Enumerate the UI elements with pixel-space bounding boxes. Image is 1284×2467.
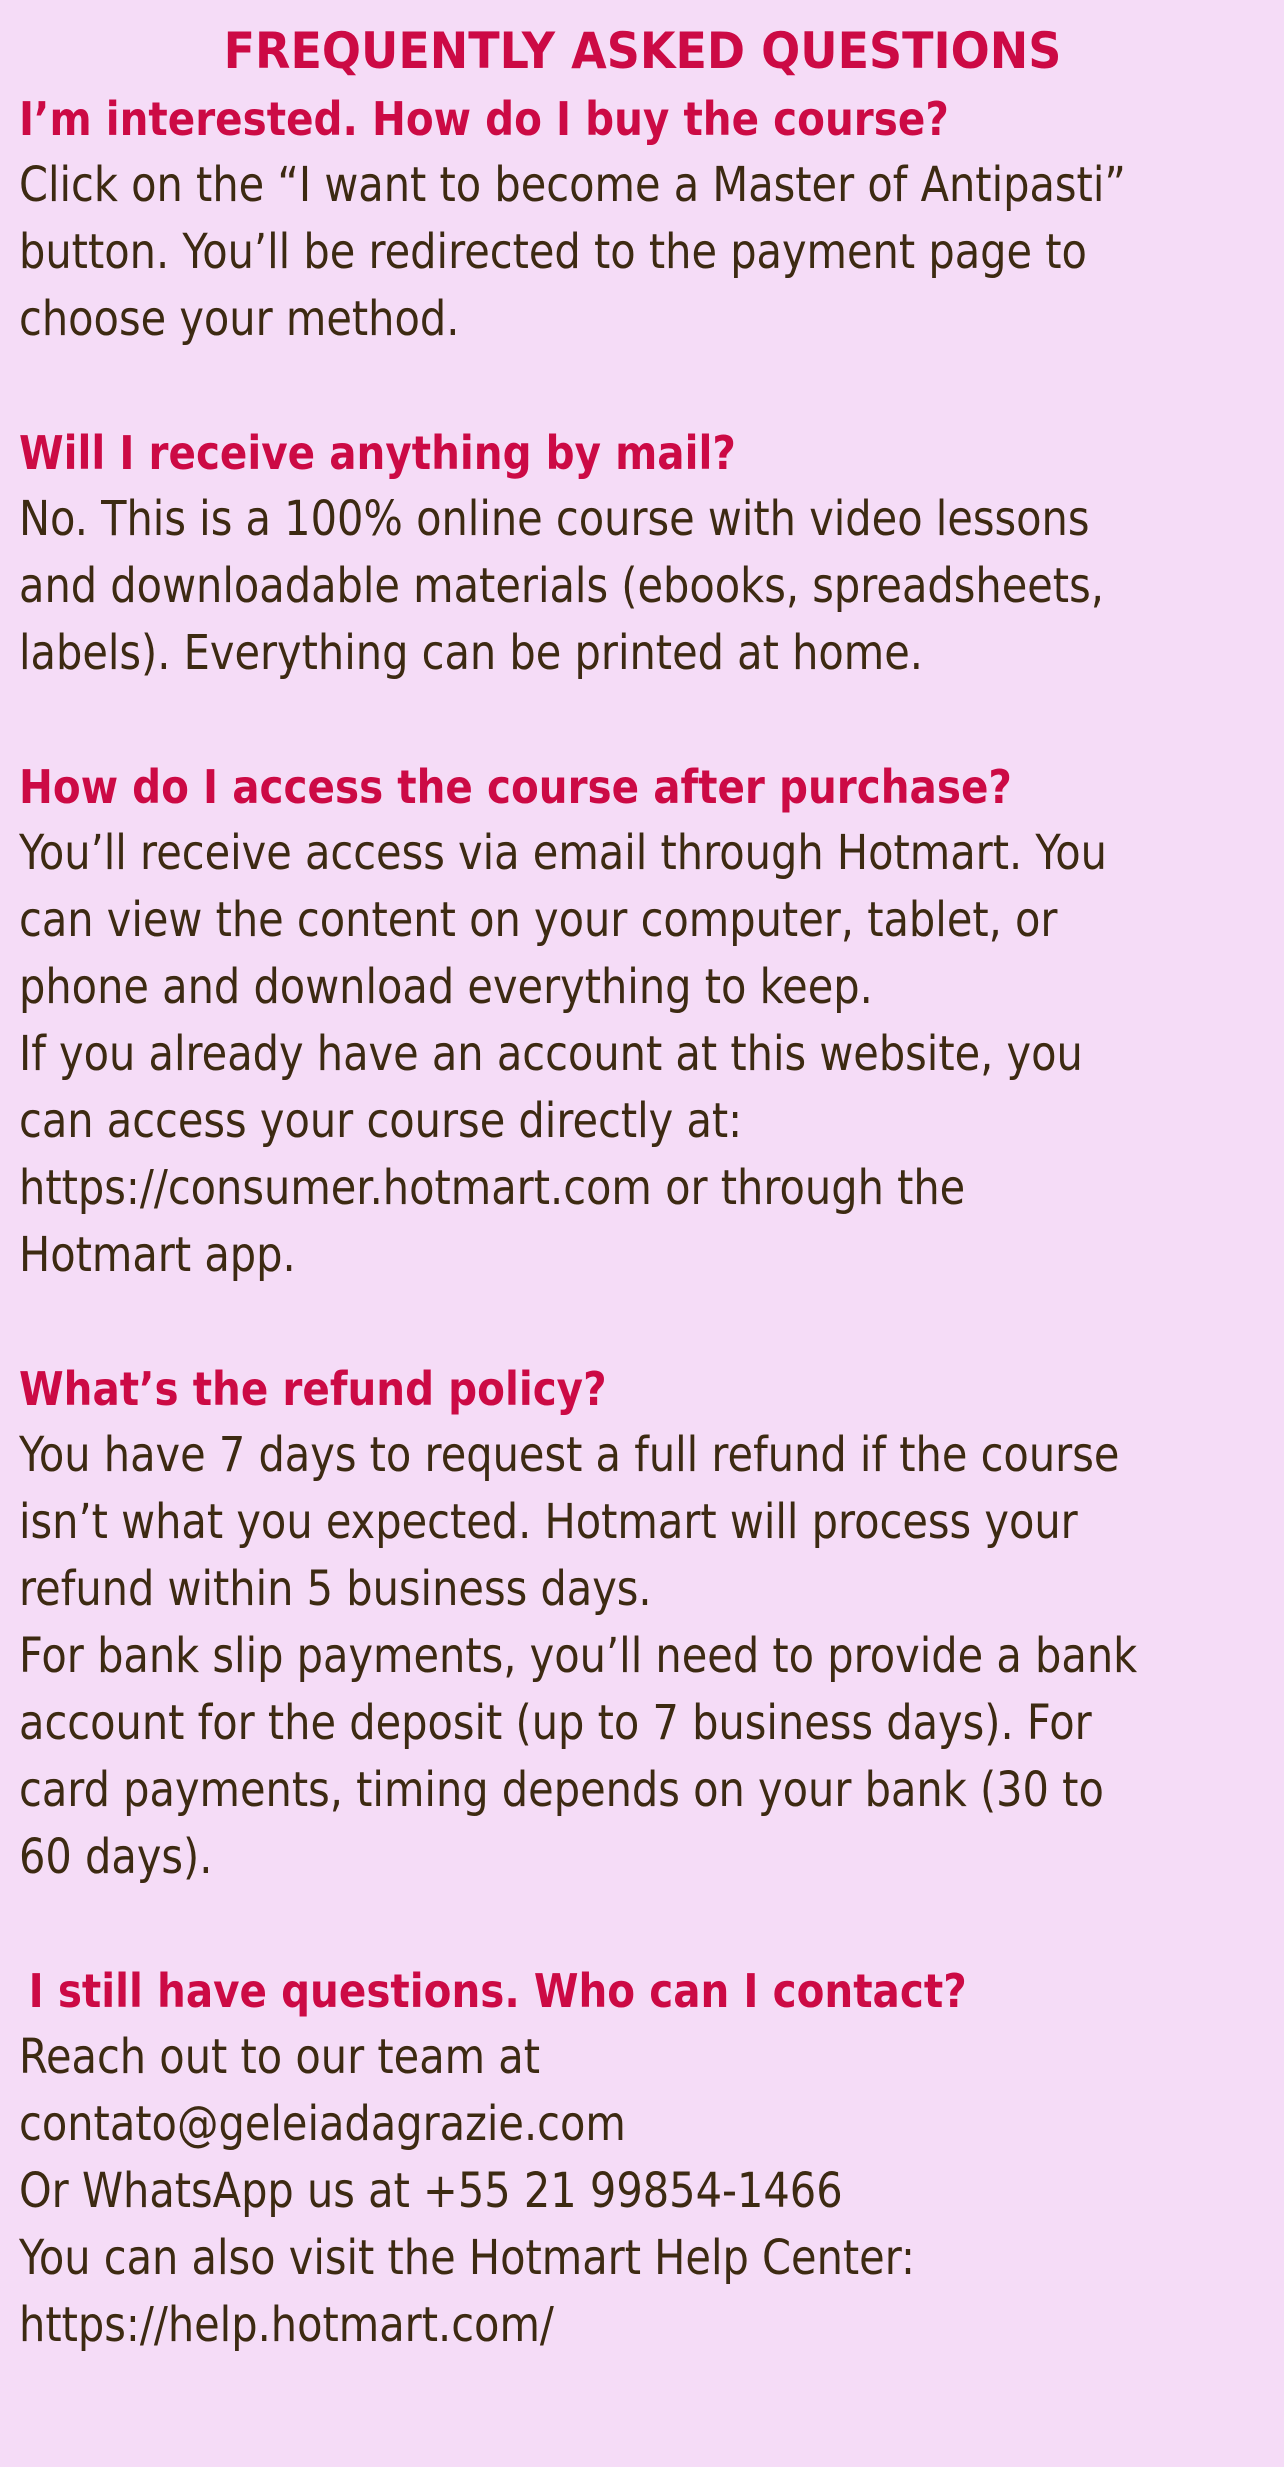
faq-question: I’m interested. How do I buy the course?	[19, 92, 949, 146]
spacer	[19, 1891, 1266, 1958]
faq-answer-line: Reach out to our team at	[19, 2029, 541, 2085]
faq-answer-line: labels). Everything can be printed at home.	[19, 625, 923, 681]
spacer	[19, 1289, 1266, 1356]
faq-answer-line: refund within 5 business days.	[19, 1561, 652, 1617]
contact-whatsapp: Or WhatsApp us at +55 21 99854-1466	[19, 2163, 843, 2219]
faq-answer-link-line: https://consumer.hotmart.com or through the	[19, 1160, 966, 1216]
faq-question: How do I access the course after purchase?	[19, 760, 1012, 814]
faq-answer-line: phone and download everything to keep.	[19, 959, 873, 1015]
faq-question: I still have questions. Who can I contact?	[28, 1964, 967, 2018]
faq-answer-line: can view the content on your computer, tablet, or	[19, 892, 1058, 948]
faq-answer-line: account for the deposit (up to 7 business days). For	[19, 1695, 1092, 1751]
faq-item-buy-course	[19, 86, 1266, 353]
help-center-link: https://help.hotmart.com/	[19, 2297, 554, 2353]
faq-answer-line: isn’t what you expected. Hotmart will process your	[19, 1494, 1078, 1550]
faq-answer-line: For bank slip payments, you’ll need to provide a bank	[19, 1628, 1138, 1684]
faq-answer-line: 60 days).	[19, 1829, 213, 1885]
faq-item-mail	[19, 420, 1266, 687]
faq-answer-line: You’ll receive access via email through Hotmart. You	[19, 825, 1107, 881]
faq-answer-line: card payments, timing depends on your bank (30 to	[19, 1762, 1104, 1818]
faq-answer-line: If you already have an account at this website, you	[19, 1026, 1083, 1082]
contact-email: contato@geleiadagrazie.com	[19, 2096, 626, 2152]
faq-answer-line: Click on the “I want to become a Master of Antipasti”	[19, 157, 1126, 213]
faq-answer-line: can access your course directly at:	[19, 1093, 743, 1149]
faq-item-access	[19, 754, 1266, 1289]
faq-item-refund	[19, 1356, 1266, 1891]
faq-answer-line: and downloadable materials (ebooks, spreadsheets,	[19, 558, 1104, 614]
faq-question: Will I receive anything by mail?	[19, 426, 736, 480]
page-title: FREQUENTLY ASKED QUESTIONS	[223, 22, 1062, 80]
spacer	[19, 353, 1266, 420]
faq-answer-line: button. You’ll be redirected to the payment page to	[19, 224, 1087, 280]
faq-answer-line: choose your method.	[19, 291, 460, 347]
faq-question: What’s the refund policy?	[19, 1362, 607, 1416]
faq-answer-line: Hotmart app.	[19, 1227, 296, 1283]
faq-answer-line: No. This is a 100% online course with video lessons	[19, 491, 1090, 547]
faq-item-contact	[19, 1958, 1266, 2359]
faq-answer-line: You can also visit the Hotmart Help Center:	[19, 2230, 916, 2286]
spacer	[19, 687, 1266, 754]
faq-answer-line: You have 7 days to request a full refund if the course	[19, 1427, 1120, 1483]
